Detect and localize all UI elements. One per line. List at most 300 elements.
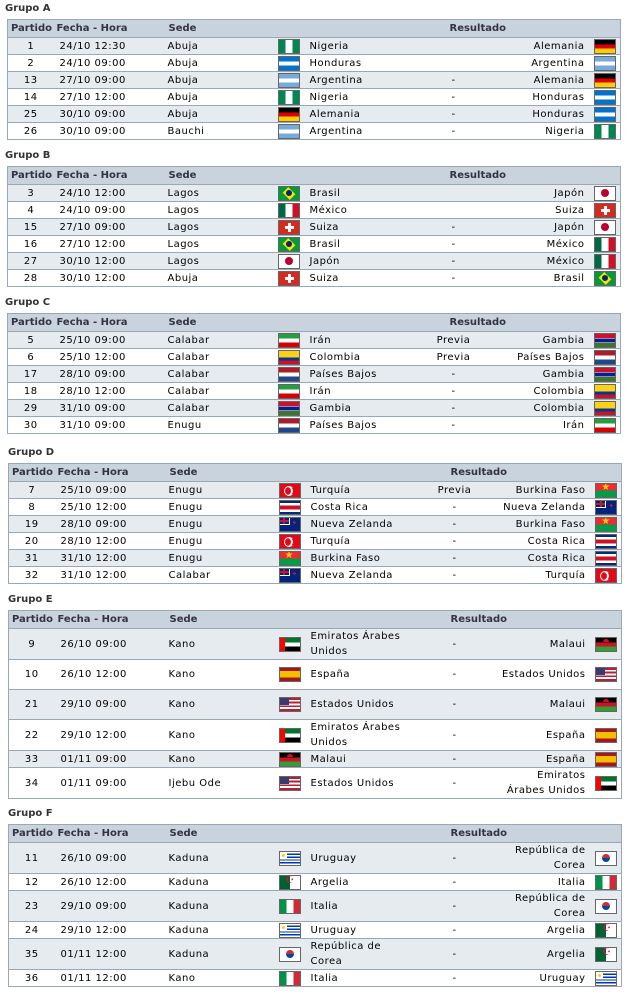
switz-flag-icon — [278, 271, 300, 286]
match-row[interactable] — [9, 660, 622, 690]
header-resultado: Resultado — [414, 314, 621, 332]
match-row[interactable] — [9, 533, 622, 550]
algeria-flag-icon — [595, 923, 617, 938]
match-datetime: 31/10 12:00 — [55, 550, 167, 567]
home-flag-cell — [275, 629, 305, 660]
home-team: Nueva Zelanda — [305, 516, 415, 533]
match-venue: Abuja — [166, 72, 274, 89]
match-number: 1 — [8, 38, 54, 55]
home-flag-cell — [275, 567, 305, 584]
away-team: Honduras — [494, 89, 591, 106]
home-team: Turquía — [305, 482, 415, 499]
brazil-flag-icon — [594, 271, 616, 286]
match-result: - — [414, 106, 494, 123]
header-resultado: Resultado — [414, 167, 621, 185]
turkey-flag-icon — [595, 568, 617, 583]
away-team: España — [495, 720, 592, 751]
away-flag-cell — [592, 482, 622, 499]
home-flag-cell — [275, 874, 305, 891]
away-team: República de Corea — [495, 843, 592, 874]
away-team: Japón — [494, 185, 591, 202]
match-row[interactable] — [8, 383, 621, 400]
home-team: Turquía — [305, 533, 415, 550]
malawi-flag-icon — [595, 637, 617, 652]
match-result: - — [415, 660, 495, 690]
iran-flag-icon — [594, 418, 616, 433]
away-team: Malaui — [495, 629, 592, 660]
match-result: - — [414, 123, 494, 140]
home-team: República de Corea — [305, 939, 415, 970]
nl-flag-icon — [278, 367, 300, 382]
away-flag-cell — [591, 253, 621, 270]
match-row[interactable] — [8, 236, 621, 253]
match-datetime: 30/10 12:00 — [54, 270, 166, 287]
match-number: 18 — [8, 383, 54, 400]
away-team: Burkina Faso — [495, 482, 592, 499]
group-title: Grupo F — [8, 808, 53, 819]
home-team: Suiza — [304, 270, 414, 287]
header-partido: Partido — [9, 825, 55, 843]
match-number: 11 — [9, 843, 55, 874]
match-row[interactable] — [9, 720, 622, 751]
match-venue: Kano — [167, 751, 275, 768]
germany-flag-icon — [594, 39, 616, 54]
nl-flag-icon — [278, 418, 300, 433]
home-team: Nigeria — [304, 89, 414, 106]
match-result: - — [415, 550, 495, 567]
home-flag-cell — [275, 499, 305, 516]
match-number: 12 — [9, 874, 55, 891]
match-number: 22 — [9, 720, 55, 751]
italy-flag-icon — [279, 971, 301, 986]
home-team: Argelia — [305, 874, 415, 891]
home-team: Honduras — [304, 55, 414, 72]
italy-flag-icon — [279, 899, 301, 914]
away-team: Burkina Faso — [495, 516, 592, 533]
home-team: Italia — [305, 891, 415, 922]
away-flag-cell — [591, 219, 621, 236]
header-resultado: Resultado — [415, 825, 622, 843]
match-venue: Abuja — [166, 38, 274, 55]
away-flag-cell — [592, 891, 622, 922]
away-team: Colombia — [494, 383, 591, 400]
match-datetime: 01/11 09:00 — [55, 768, 167, 799]
home-flag-cell — [275, 843, 305, 874]
away-flag-cell — [592, 516, 622, 533]
home-team: Países Bajos — [304, 417, 414, 434]
match-venue: Enugu — [167, 533, 275, 550]
match-venue: Lagos — [166, 236, 274, 253]
match-row[interactable] — [8, 366, 621, 383]
header-fecha: Fecha - Hora — [54, 20, 166, 38]
match-row[interactable] — [8, 185, 621, 202]
away-team: Costa Rica — [495, 550, 592, 567]
match-row[interactable] — [8, 202, 621, 219]
match-row[interactable] — [9, 482, 622, 499]
away-team: Costa Rica — [495, 533, 592, 550]
home-team: Colombia — [304, 349, 414, 366]
match-row[interactable] — [8, 219, 621, 236]
nigeria-flag-icon — [278, 39, 300, 54]
match-row[interactable] — [9, 751, 622, 768]
match-row[interactable] — [8, 417, 621, 434]
away-team: Colombia — [494, 400, 591, 417]
mexico-flag-icon — [594, 237, 616, 252]
nz-flag-icon — [595, 500, 617, 515]
home-flag-cell — [274, 89, 304, 106]
header-partido: Partido — [8, 167, 54, 185]
group-table — [8, 610, 622, 799]
home-team: Italia — [305, 970, 415, 987]
match-number: 16 — [8, 236, 54, 253]
gambia-flag-icon — [594, 333, 616, 348]
match-number: 31 — [9, 550, 55, 567]
away-team: Argelia — [495, 922, 592, 939]
match-result: - — [415, 768, 495, 799]
away-team: Italia — [495, 874, 592, 891]
match-number: 27 — [8, 253, 54, 270]
match-row[interactable] — [9, 891, 622, 922]
match-result: - — [415, 891, 495, 922]
match-result: Previa — [414, 349, 494, 366]
match-row[interactable] — [9, 690, 622, 720]
match-number: 9 — [9, 629, 55, 660]
bf-flag-icon — [279, 551, 301, 566]
match-number: 19 — [9, 516, 55, 533]
match-venue: Abuja — [166, 89, 274, 106]
home-flag-cell — [275, 970, 305, 987]
home-team: Japón — [304, 253, 414, 270]
match-venue: Enugu — [167, 550, 275, 567]
match-venue: Kano — [167, 970, 275, 987]
home-team: Nigeria — [304, 38, 414, 55]
honduras-flag-icon — [278, 56, 300, 71]
match-datetime: 24/10 12:00 — [54, 185, 166, 202]
home-flag-cell — [275, 482, 305, 499]
match-datetime: 27/10 12:00 — [54, 89, 166, 106]
home-flag-cell — [275, 751, 305, 768]
match-result: - — [415, 720, 495, 751]
header-spacer — [275, 825, 415, 843]
home-flag-cell — [274, 123, 304, 140]
korea-flag-icon — [279, 947, 301, 962]
away-flag-cell — [592, 922, 622, 939]
match-number: 24 — [9, 922, 55, 939]
match-venue: Calabar — [166, 332, 274, 349]
match-row[interactable] — [8, 72, 621, 89]
match-venue: Calabar — [166, 383, 274, 400]
away-team: Estados Unidos — [495, 660, 592, 690]
match-row[interactable] — [9, 629, 622, 660]
match-row[interactable] — [9, 499, 622, 516]
home-team: Brasil — [304, 185, 414, 202]
away-team: Suiza — [494, 202, 591, 219]
cr-flag-icon — [595, 551, 617, 566]
switz-flag-icon — [278, 220, 300, 235]
match-datetime: 28/10 12:00 — [55, 533, 167, 550]
match-number: 3 — [8, 185, 54, 202]
group-title: Grupo B — [5, 150, 51, 161]
away-flag-cell — [592, 720, 622, 751]
home-team: Argentina — [304, 72, 414, 89]
away-flag-cell — [591, 383, 621, 400]
home-team: Argentina — [304, 123, 414, 140]
header-sede: Sede — [167, 825, 275, 843]
turkey-flag-icon — [279, 534, 301, 549]
match-venue: Kano — [167, 629, 275, 660]
match-venue: Enugu — [167, 516, 275, 533]
match-venue: Calabar — [167, 567, 275, 584]
japan-flag-icon — [594, 220, 616, 235]
header-sede: Sede — [167, 464, 275, 482]
group-table — [8, 463, 622, 584]
group-table — [7, 313, 621, 434]
away-team: España — [495, 751, 592, 768]
match-row[interactable] — [8, 270, 621, 287]
home-flag-cell — [274, 400, 304, 417]
home-team: Malaui — [305, 751, 415, 768]
match-result — [414, 202, 494, 219]
match-result — [414, 185, 494, 202]
home-team: Países Bajos — [304, 366, 414, 383]
header-partido: Partido — [8, 314, 54, 332]
nigeria-flag-icon — [278, 90, 300, 105]
match-row[interactable] — [9, 970, 622, 987]
match-result: - — [415, 922, 495, 939]
away-flag-cell — [591, 366, 621, 383]
match-number: 10 — [9, 660, 55, 690]
header-fecha: Fecha - Hora — [55, 825, 167, 843]
malawi-flag-icon — [279, 752, 301, 767]
home-flag-cell — [274, 417, 304, 434]
away-team: Brasil — [494, 270, 591, 287]
match-number: 33 — [9, 751, 55, 768]
away-team: Irán — [494, 417, 591, 434]
match-venue: Kano — [167, 690, 275, 720]
match-result: - — [414, 400, 494, 417]
match-datetime: 25/10 12:00 — [55, 499, 167, 516]
usa-flag-icon — [279, 776, 301, 791]
match-result: - — [415, 690, 495, 720]
away-flag-cell — [592, 768, 622, 799]
match-row[interactable] — [8, 332, 621, 349]
match-row[interactable] — [9, 516, 622, 533]
match-result: - — [415, 533, 495, 550]
spain-flag-icon — [595, 752, 617, 767]
away-flag-cell — [591, 55, 621, 72]
home-team: Nueva Zelanda — [305, 567, 415, 584]
spain-flag-icon — [595, 728, 617, 743]
match-result: Previa — [414, 332, 494, 349]
brazil-flag-icon — [278, 186, 300, 201]
match-row[interactable] — [9, 939, 622, 970]
match-venue: Enugu — [166, 417, 274, 434]
match-row[interactable] — [8, 55, 621, 72]
match-number: 20 — [9, 533, 55, 550]
honduras-flag-icon — [594, 107, 616, 122]
away-team: Alemania — [494, 72, 591, 89]
malawi-flag-icon — [595, 697, 617, 712]
argentina-flag-icon — [594, 56, 616, 71]
match-datetime: 30/10 09:00 — [54, 123, 166, 140]
match-result: - — [415, 874, 495, 891]
home-flag-cell — [274, 366, 304, 383]
match-venue: Kaduna — [167, 843, 275, 874]
match-venue: Kaduna — [167, 922, 275, 939]
match-row[interactable] — [9, 550, 622, 567]
colombia-flag-icon — [594, 401, 616, 416]
match-number: 32 — [9, 567, 55, 584]
away-team: México — [494, 253, 591, 270]
switz-flag-icon — [594, 203, 616, 218]
match-datetime: 28/10 12:00 — [54, 383, 166, 400]
home-team: Suiza — [304, 219, 414, 236]
usa-flag-icon — [595, 667, 617, 682]
match-datetime: 29/10 12:00 — [55, 720, 167, 751]
away-flag-cell — [591, 349, 621, 366]
mexico-flag-icon — [594, 254, 616, 269]
japan-flag-icon — [594, 186, 616, 201]
away-flag-cell — [592, 690, 622, 720]
match-number: 5 — [8, 332, 54, 349]
match-number: 23 — [9, 891, 55, 922]
match-number: 6 — [8, 349, 54, 366]
home-flag-cell — [274, 38, 304, 55]
colombia-flag-icon — [278, 350, 300, 365]
header-spacer — [274, 20, 414, 38]
away-team: Uruguay — [495, 970, 592, 987]
match-row[interactable] — [8, 89, 621, 106]
bf-flag-icon — [595, 483, 617, 498]
match-datetime: 01/11 09:00 — [55, 751, 167, 768]
match-datetime: 31/10 09:00 — [54, 400, 166, 417]
group-title: Grupo D — [8, 447, 55, 458]
group-table — [7, 19, 621, 140]
home-flag-cell — [274, 270, 304, 287]
match-datetime: 24/10 09:00 — [54, 202, 166, 219]
match-result: - — [415, 751, 495, 768]
away-team: República de Corea — [495, 891, 592, 922]
home-flag-cell — [274, 106, 304, 123]
nz-flag-icon — [279, 568, 301, 583]
away-team: Nigeria — [494, 123, 591, 140]
uruguay-flag-icon — [279, 851, 301, 866]
match-venue: Ijebu Ode — [167, 768, 275, 799]
algeria-flag-icon — [595, 947, 617, 962]
match-result: - — [414, 72, 494, 89]
match-row[interactable] — [9, 567, 622, 584]
match-result — [414, 55, 494, 72]
home-flag-cell — [275, 690, 305, 720]
nigeria-flag-icon — [594, 124, 616, 139]
header-sede: Sede — [166, 167, 274, 185]
away-flag-cell — [591, 38, 621, 55]
header-partido: Partido — [9, 464, 55, 482]
home-flag-cell — [274, 202, 304, 219]
match-datetime: 31/10 12:00 — [55, 567, 167, 584]
home-flag-cell — [275, 891, 305, 922]
match-datetime: 25/10 09:00 — [55, 482, 167, 499]
match-row[interactable] — [9, 768, 622, 799]
match-row[interactable] — [8, 400, 621, 417]
group-table — [7, 166, 621, 287]
match-venue: Lagos — [166, 185, 274, 202]
iran-flag-icon — [278, 384, 300, 399]
away-flag-cell — [592, 660, 622, 690]
uae-flag-icon — [279, 637, 301, 652]
away-flag-cell — [592, 874, 622, 891]
match-datetime: 26/10 12:00 — [55, 874, 167, 891]
home-team: Alemania — [304, 106, 414, 123]
away-flag-cell — [592, 550, 622, 567]
match-row[interactable] — [9, 843, 622, 874]
home-team: Irán — [304, 332, 414, 349]
home-flag-cell — [274, 219, 304, 236]
korea-flag-icon — [595, 899, 617, 914]
home-team: Costa Rica — [305, 499, 415, 516]
match-row[interactable] — [9, 874, 622, 891]
match-row[interactable] — [8, 349, 621, 366]
home-flag-cell — [274, 383, 304, 400]
match-result: - — [415, 970, 495, 987]
match-number: 36 — [9, 970, 55, 987]
away-flag-cell — [591, 417, 621, 434]
match-venue: Kano — [167, 660, 275, 690]
match-venue: Abuja — [166, 106, 274, 123]
usa-flag-icon — [279, 697, 301, 712]
away-team: Emiratos Árabes Unidos — [495, 768, 592, 799]
header-sede: Sede — [167, 611, 275, 629]
match-number: 28 — [8, 270, 54, 287]
away-flag-cell — [591, 89, 621, 106]
match-row[interactable] — [8, 123, 621, 140]
argentina-flag-icon — [278, 73, 300, 88]
match-number: 35 — [9, 939, 55, 970]
match-datetime: 26/10 12:00 — [55, 660, 167, 690]
match-datetime: 29/10 09:00 — [55, 891, 167, 922]
home-team: Emiratos Árabes Unidos — [305, 720, 415, 751]
match-row[interactable] — [9, 922, 622, 939]
germany-flag-icon — [278, 107, 300, 122]
away-team: Argentina — [494, 55, 591, 72]
match-venue: Abuja — [166, 270, 274, 287]
nz-flag-icon — [279, 517, 301, 532]
away-flag-cell — [591, 202, 621, 219]
match-venue: Calabar — [166, 349, 274, 366]
uae-flag-icon — [279, 728, 301, 743]
match-row[interactable] — [8, 38, 621, 55]
match-row[interactable] — [8, 106, 621, 123]
match-row[interactable] — [8, 253, 621, 270]
match-venue: Kano — [167, 720, 275, 751]
away-flag-cell — [592, 939, 622, 970]
match-number: 30 — [8, 417, 54, 434]
match-datetime: 27/10 09:00 — [54, 219, 166, 236]
match-result: - — [414, 253, 494, 270]
header-resultado: Resultado — [415, 611, 622, 629]
match-number: 2 — [8, 55, 54, 72]
bf-flag-icon — [595, 517, 617, 532]
group-table — [8, 824, 622, 987]
home-flag-cell — [274, 349, 304, 366]
away-flag-cell — [592, 629, 622, 660]
match-result: - — [414, 366, 494, 383]
home-team: Uruguay — [305, 922, 415, 939]
match-venue: Kaduna — [167, 891, 275, 922]
away-team: Argelia — [495, 939, 592, 970]
header-resultado: Resultado — [414, 20, 621, 38]
match-result — [414, 38, 494, 55]
